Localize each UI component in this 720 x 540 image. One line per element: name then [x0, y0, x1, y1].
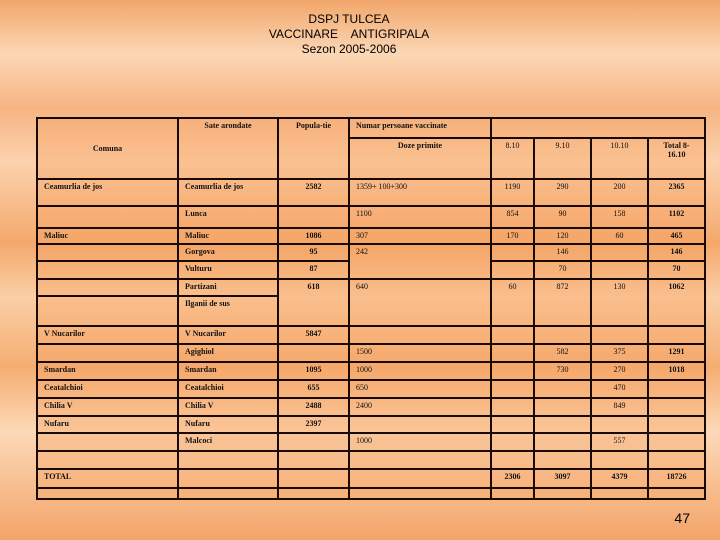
cell-d1: 854 [491, 206, 534, 228]
cell-d1 [491, 326, 534, 344]
cell-total [648, 398, 705, 416]
cell-empty [534, 488, 591, 499]
header-d3: 10.10 [591, 138, 648, 179]
header-numar-vaccinate: Numar persoane vaccinate [349, 118, 491, 138]
cell-comuna: V Nucarilor [37, 326, 178, 344]
cell-empty [37, 451, 178, 469]
vaccination-table [36, 117, 706, 500]
cell-comuna [37, 206, 178, 228]
cell-empty [349, 488, 491, 499]
cell-d1 [491, 398, 534, 416]
cell-d3: 200 [591, 179, 648, 206]
cell-populatie: 1086 [278, 228, 349, 244]
cell-empty [37, 488, 178, 499]
cell-populatie: 2397 [278, 416, 349, 433]
cell-total: 465 [648, 228, 705, 244]
cell-populatie: 5847 [278, 326, 349, 344]
cell-doze: 1359+ 100+300 [349, 179, 491, 206]
cell-populatie: 2582 [278, 179, 349, 206]
cell-total: 146 [648, 244, 705, 261]
cell-doze: 640 [349, 279, 491, 326]
total-row [37, 469, 705, 488]
cell-comuna [37, 244, 178, 261]
total-total: 18726 [648, 469, 705, 488]
cell-sat: Maliuc [178, 228, 278, 244]
cell-d2 [534, 398, 591, 416]
cell-empty [178, 469, 278, 488]
cell-sat: Ilganii de sus [178, 296, 278, 326]
total-d1: 2306 [491, 469, 534, 488]
cell-comuna [37, 261, 178, 279]
cell-d2 [534, 326, 591, 344]
table-row [37, 244, 705, 261]
cell-doze: 650 [349, 380, 491, 398]
cell-populatie: 2488 [278, 398, 349, 416]
cell-d3 [591, 326, 648, 344]
cell-doze: 1500 [349, 344, 491, 362]
cell-empty [491, 451, 534, 469]
table-row [37, 179, 705, 206]
cell-d2: 730 [534, 362, 591, 380]
cell-comuna [37, 344, 178, 362]
cell-d3: 270 [591, 362, 648, 380]
cell-d2: 872 [534, 279, 591, 326]
title-line-2: VACCINARE ANTIGRIPALA [268, 27, 430, 41]
cell-sat: Chilia V [178, 398, 278, 416]
cell-empty [491, 488, 534, 499]
cell-empty [591, 488, 648, 499]
cell-populatie: 1095 [278, 362, 349, 380]
cell-comuna [37, 433, 178, 451]
header-comuna: Comuna [37, 118, 178, 179]
total-label: TOTAL [37, 469, 178, 488]
cell-doze: 1000 [349, 433, 491, 451]
cell-d1 [491, 433, 534, 451]
cell-d3: 130 [591, 279, 648, 326]
cell-total: 2365 [648, 179, 705, 206]
table-row [37, 398, 705, 416]
cell-d3: 375 [591, 344, 648, 362]
header-d1: 8.10 [491, 138, 534, 179]
cell-empty [349, 451, 491, 469]
header-blank [491, 118, 705, 138]
cell-populatie: 87 [278, 261, 349, 279]
cell-sat: Malcoci [178, 433, 278, 451]
cell-sat: Lunca [178, 206, 278, 228]
cell-populatie [278, 344, 349, 362]
cell-d3 [591, 261, 648, 279]
cell-d1: 60 [491, 279, 534, 326]
table-row [37, 206, 705, 228]
cell-comuna: Maliuc [37, 228, 178, 244]
cell-total: 1291 [648, 344, 705, 362]
cell-empty [178, 451, 278, 469]
header-sate: Sate arondate [178, 118, 278, 179]
cell-populatie [278, 206, 349, 228]
cell-d3: 470 [591, 380, 648, 398]
cell-doze: 1000 [349, 362, 491, 380]
cell-sat: Smardan [178, 362, 278, 380]
cell-empty [178, 488, 278, 499]
header-d2: 9.10 [534, 138, 591, 179]
cell-total [648, 416, 705, 433]
cell-d1 [491, 261, 534, 279]
cell-d3 [591, 244, 648, 261]
cell-sat: Gorgova [178, 244, 278, 261]
table-row [37, 344, 705, 362]
table-row [37, 416, 705, 433]
page-number: 47 [674, 510, 690, 526]
cell-total: 1102 [648, 206, 705, 228]
cell-comuna: Ceamurlia de jos [37, 179, 178, 206]
header-total: Total 8-16.10 [648, 138, 705, 179]
cell-d2 [534, 416, 591, 433]
cell-doze: 242 [349, 244, 491, 279]
header-populatie: Popula-tie [278, 118, 349, 179]
cell-comuna: Chilia V [37, 398, 178, 416]
cell-sat: Partizani [178, 279, 278, 296]
cell-d2: 70 [534, 261, 591, 279]
cell-d1 [491, 362, 534, 380]
cell-empty [648, 488, 705, 499]
cell-d2 [534, 433, 591, 451]
cell-total [648, 433, 705, 451]
cell-d3: 849 [591, 398, 648, 416]
cell-d2 [534, 380, 591, 398]
cell-d2: 582 [534, 344, 591, 362]
cell-populatie: 655 [278, 380, 349, 398]
cell-sat: Nufaru [178, 416, 278, 433]
cell-populatie: 618 [278, 279, 349, 326]
cell-d2: 90 [534, 206, 591, 228]
total-d2: 3097 [534, 469, 591, 488]
cell-d1 [491, 244, 534, 261]
empty-row [37, 451, 705, 469]
cell-doze: 307 [349, 228, 491, 244]
cell-empty [278, 469, 349, 488]
cell-empty [591, 451, 648, 469]
empty-row [37, 488, 705, 499]
table-row [37, 228, 705, 244]
cell-sat: Agighiol [178, 344, 278, 362]
table-row [37, 279, 705, 296]
title-line-1: DSPJ TULCEA [308, 12, 390, 26]
cell-comuna: Nufaru [37, 416, 178, 433]
cell-doze [349, 326, 491, 344]
cell-empty [278, 451, 349, 469]
cell-comuna [37, 279, 178, 296]
cell-d1: 1190 [491, 179, 534, 206]
cell-populatie [278, 433, 349, 451]
cell-total: 1062 [648, 279, 705, 326]
cell-d2: 290 [534, 179, 591, 206]
cell-total [648, 326, 705, 344]
cell-d1: 170 [491, 228, 534, 244]
cell-d3: 158 [591, 206, 648, 228]
cell-empty [278, 488, 349, 499]
header-doze: Doze primite [349, 138, 491, 179]
cell-doze: 2400 [349, 398, 491, 416]
cell-d3: 557 [591, 433, 648, 451]
cell-empty [648, 451, 705, 469]
slide-title [0, 12, 698, 57]
cell-populatie: 95 [278, 244, 349, 261]
cell-doze [349, 416, 491, 433]
cell-sat: Ceamurlia de jos [178, 179, 278, 206]
cell-empty [349, 469, 491, 488]
cell-sat: Vulturu [178, 261, 278, 279]
cell-sat: V Nucarilor [178, 326, 278, 344]
cell-d3: 60 [591, 228, 648, 244]
cell-d1 [491, 416, 534, 433]
cell-d1 [491, 380, 534, 398]
cell-doze: 1100 [349, 206, 491, 228]
table-row [37, 380, 705, 398]
table-row [37, 326, 705, 344]
cell-sat: Ceatalchioi [178, 380, 278, 398]
cell-total: 70 [648, 261, 705, 279]
table-row [37, 433, 705, 451]
table-row [37, 362, 705, 380]
title-line-3: Sezon 2005-2006 [301, 42, 397, 56]
cell-comuna: Smardan [37, 362, 178, 380]
cell-total: 1018 [648, 362, 705, 380]
cell-d2: 120 [534, 228, 591, 244]
cell-d1 [491, 344, 534, 362]
total-d3: 4379 [591, 469, 648, 488]
cell-comuna: Ceatalchioi [37, 380, 178, 398]
cell-d3 [591, 416, 648, 433]
cell-empty [534, 451, 591, 469]
cell-comuna [37, 296, 178, 326]
cell-total [648, 380, 705, 398]
cell-d2: 146 [534, 244, 591, 261]
